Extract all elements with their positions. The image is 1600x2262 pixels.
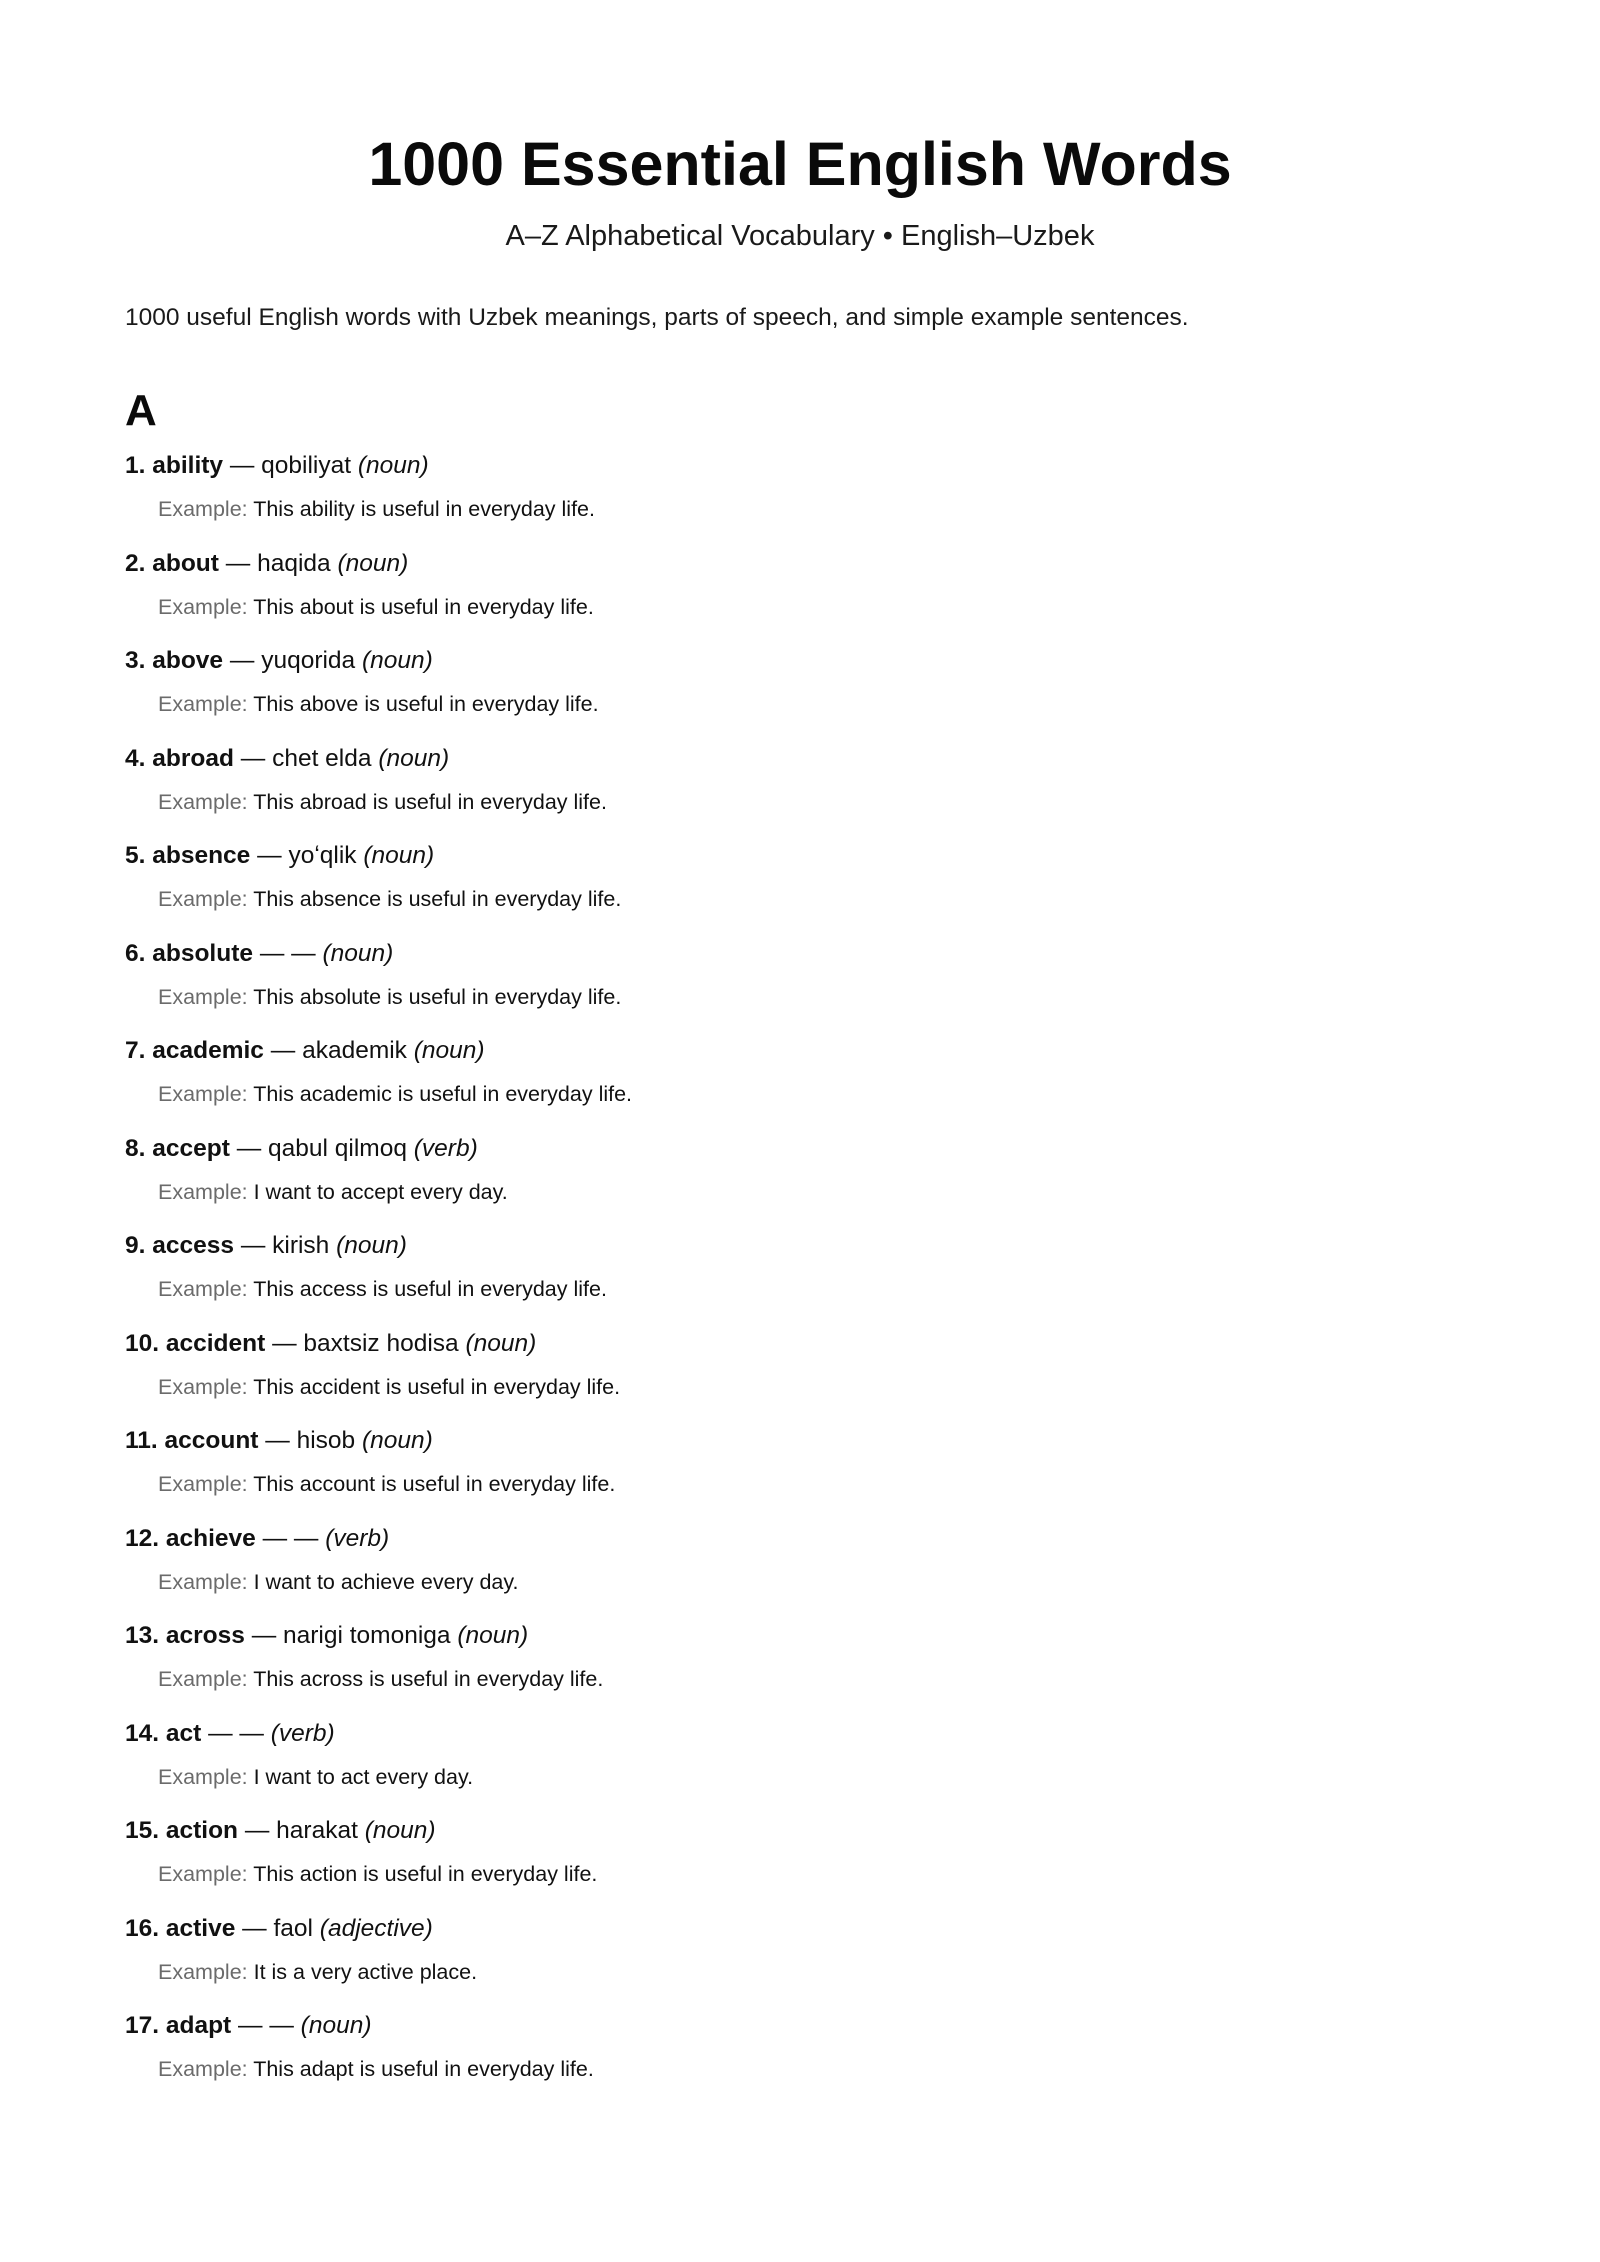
entry-number: 15. (125, 1817, 160, 1844)
example-label: Example: (158, 1667, 248, 1691)
example-label: Example: (158, 1569, 248, 1594)
example-sentence: This above is useful in everyday life. (253, 692, 599, 716)
entry-part-of-speech: (adjective) (319, 1914, 433, 1942)
entry-word: act (165, 1719, 202, 1747)
entry-headline (125, 936, 1475, 972)
example-sentence: This about is useful in everyday life. (253, 594, 594, 619)
vocabulary-entry (125, 448, 1475, 546)
entry-headline (125, 448, 1475, 484)
entry-part-of-speech: (noun) (322, 939, 394, 967)
entry-word: abroad (152, 744, 234, 772)
entry-uzbek-meaning: qabul qilmoq (268, 1134, 407, 1162)
entry-separator: — (272, 1329, 304, 1357)
entry-uzbek-meaning: harakat (276, 1817, 358, 1844)
entry-example-line (125, 1567, 1475, 1597)
entry-example-line (125, 494, 1475, 524)
entry-part-of-speech: (noun) (364, 1817, 436, 1844)
entry-uzbek-meaning: kirish (272, 1232, 330, 1259)
entry-headline (125, 1716, 1475, 1752)
example-sentence: This account is useful in everyday life. (253, 1472, 616, 1496)
entry-word: absence (152, 842, 251, 869)
entry-number: 3. (125, 647, 146, 674)
entry-headline (125, 1033, 1475, 1069)
example-sentence: This abroad is useful in everyday life. (253, 789, 607, 814)
entry-example-line (125, 2054, 1475, 2084)
example-label: Example: (158, 1179, 248, 1204)
entry-example-line (125, 1762, 1475, 1792)
entry-example-line (125, 884, 1475, 914)
entry-part-of-speech: (noun) (413, 1037, 485, 1064)
entry-part-of-speech: (verb) (325, 1524, 390, 1552)
entry-part-of-speech: (verb) (413, 1134, 478, 1162)
entry-separator: — (242, 1914, 274, 1942)
entry-part-of-speech: (noun) (357, 452, 429, 479)
entry-word: above (152, 647, 224, 674)
entry-uzbek-meaning: qobiliyat (261, 452, 352, 479)
entry-part-of-speech: (noun) (337, 549, 409, 577)
entry-number: 2. (125, 549, 146, 577)
vocabulary-entry (125, 1911, 1475, 2009)
entry-part-of-speech: (noun) (465, 1329, 537, 1357)
vocabulary-entry (125, 2008, 1475, 2106)
entry-example-line (125, 1079, 1475, 1109)
vocabulary-entry (125, 1326, 1475, 1424)
entry-word: across (165, 1622, 245, 1649)
example-label: Example: (158, 887, 248, 911)
entry-separator: — (251, 1622, 284, 1649)
vocabulary-entry (125, 1131, 1475, 1229)
entry-word: accept (152, 1134, 230, 1162)
entry-word: absolute (152, 939, 253, 967)
entry-uzbek-meaning: baxtsiz hodisa (303, 1329, 459, 1357)
example-label: Example: (158, 1764, 248, 1789)
example-label: Example: (158, 984, 248, 1009)
example-sentence: I want to achieve every day. (253, 1569, 519, 1594)
entry-word: academic (152, 1037, 264, 1064)
entry-separator: — (257, 842, 289, 869)
entry-uzbek-meaning: akademik (302, 1037, 407, 1064)
example-label: Example: (158, 1862, 248, 1886)
entry-separator: — (240, 744, 273, 772)
entry-number: 13. (125, 1622, 160, 1649)
example-sentence: This ability is useful in everyday life. (253, 497, 595, 521)
example-sentence: I want to accept every day. (253, 1179, 508, 1204)
entry-uzbek-meaning: — (293, 1524, 319, 1552)
entry-number: 17. (125, 2012, 160, 2039)
entry-number: 4. (125, 744, 146, 772)
entry-part-of-speech: (noun) (361, 1427, 433, 1454)
entry-uzbek-meaning: — (291, 939, 316, 967)
vocabulary-entry (125, 1033, 1475, 1131)
entry-headline (125, 643, 1475, 679)
entry-uzbek-meaning: narigi tomoniga (283, 1622, 451, 1649)
vocabulary-entry (125, 1813, 1475, 1911)
entry-number: 9. (125, 1232, 146, 1259)
example-sentence: This accident is useful in everyday life. (253, 1374, 621, 1399)
entry-number: 6. (125, 939, 146, 967)
example-label: Example: (158, 1374, 248, 1399)
example-label: Example: (158, 1959, 248, 1984)
entry-headline (125, 2008, 1475, 2044)
entry-headline (125, 1618, 1475, 1654)
entry-number: 10. (125, 1329, 160, 1357)
example-sentence: This adapt is useful in everyday life. (253, 2057, 594, 2081)
entry-headline (125, 1813, 1475, 1849)
entry-word: achieve (165, 1524, 256, 1552)
entry-number: 8. (125, 1134, 146, 1162)
entry-word: accident (165, 1329, 266, 1357)
example-sentence: I want to act every day. (253, 1764, 474, 1789)
example-label: Example: (158, 1277, 248, 1301)
entry-number: 11. (125, 1427, 158, 1454)
entry-uzbek-meaning: — (269, 2012, 294, 2039)
entry-uzbek-meaning: haqida (257, 549, 331, 577)
entry-number: 14. (125, 1719, 160, 1747)
entry-example-line (125, 787, 1475, 817)
entry-number: 7. (125, 1037, 146, 1064)
example-sentence: This access is useful in everyday life. (253, 1277, 607, 1301)
entry-part-of-speech: (verb) (270, 1719, 335, 1747)
example-sentence: This academic is useful in everyday life. (253, 1082, 633, 1106)
entry-part-of-speech: (noun) (336, 1232, 407, 1259)
example-sentence: This absolute is useful in everyday life. (253, 984, 622, 1009)
document-intro: 1000 useful English words with Uzbek meanings, parts of speech, and simple example sentences. (125, 304, 1189, 331)
example-sentence: This absence is useful in everyday life. (253, 887, 622, 911)
entry-word: adapt (165, 2012, 232, 2039)
entry-headline (125, 546, 1475, 582)
entry-headline (125, 1911, 1475, 1947)
vocabulary-entry (125, 936, 1475, 1034)
example-label: Example: (158, 789, 248, 814)
vocabulary-entry (125, 1228, 1475, 1326)
entry-number: 5. (125, 842, 146, 869)
document-title: 1000 Essential English Words (368, 130, 1232, 198)
entry-headline (125, 1521, 1475, 1557)
entry-word: action (165, 1817, 239, 1844)
entry-headline (125, 1423, 1475, 1459)
entry-example-line (125, 1957, 1475, 1987)
entry-uzbek-meaning: faol (273, 1914, 313, 1942)
section-letter-heading: A (125, 386, 157, 435)
entry-separator: — (240, 1232, 273, 1259)
entry-example-line (125, 1859, 1475, 1889)
entry-part-of-speech: (noun) (378, 744, 450, 772)
entry-headline (125, 1228, 1475, 1264)
entry-word: account (164, 1427, 259, 1454)
entry-example-line (125, 689, 1475, 719)
entry-example-line (125, 1177, 1475, 1207)
vocabulary-entry (125, 546, 1475, 644)
entry-uzbek-meaning: yuqorida (261, 647, 356, 674)
entry-word: access (152, 1232, 235, 1259)
vocabulary-entry (125, 1716, 1475, 1814)
entry-headline (125, 1326, 1475, 1362)
entry-part-of-speech: (noun) (457, 1622, 529, 1649)
entry-separator: — (259, 939, 292, 967)
entry-headline (125, 1131, 1475, 1167)
entry-example-line (125, 1372, 1475, 1402)
entry-number: 16. (125, 1914, 160, 1942)
entry-separator: — (229, 647, 262, 674)
entry-word: ability (152, 452, 224, 479)
entry-part-of-speech: (noun) (300, 2012, 372, 2039)
entry-separator: — (236, 1134, 269, 1162)
example-label: Example: (158, 692, 248, 716)
entry-uzbek-meaning: — (239, 1719, 264, 1747)
entry-separator: — (238, 2012, 270, 2039)
document-subtitle: A–Z Alphabetical Vocabulary • English–Uzbek (505, 220, 1095, 252)
entry-separator: — (265, 1427, 297, 1454)
entry-example-line (125, 1469, 1475, 1499)
entry-example-line (125, 1664, 1475, 1694)
entry-separator: — (244, 1817, 277, 1844)
vocabulary-entry (125, 838, 1475, 936)
example-sentence: This across is useful in everyday life. (253, 1667, 604, 1691)
entry-separator: — (229, 452, 262, 479)
entry-word: active (165, 1914, 236, 1942)
entry-example-line (125, 1274, 1475, 1304)
entry-separator: — (225, 549, 258, 577)
entry-uzbek-meaning: chet elda (272, 744, 372, 772)
example-label: Example: (158, 1082, 248, 1106)
vocabulary-entry (125, 741, 1475, 839)
example-sentence: It is a very active place. (253, 1959, 478, 1984)
vocabulary-entry (125, 1521, 1475, 1619)
entry-example-line (125, 982, 1475, 1012)
vocabulary-entry (125, 1618, 1475, 1716)
entry-separator: — (208, 1719, 240, 1747)
entry-part-of-speech: (noun) (363, 842, 435, 869)
entry-example-line (125, 592, 1475, 622)
vocabulary-entry (125, 1423, 1475, 1521)
entry-separator: — (262, 1524, 294, 1552)
vocabulary-entry (125, 643, 1475, 741)
entry-part-of-speech: (noun) (361, 647, 433, 674)
entry-uzbek-meaning: hisob (296, 1427, 356, 1454)
entry-headline (125, 838, 1475, 874)
entry-uzbek-meaning: yoʻqlik (288, 842, 357, 869)
example-label: Example: (158, 497, 248, 521)
vocabulary-list (125, 448, 1475, 2106)
entry-number: 1. (125, 452, 146, 479)
entry-number: 12. (125, 1524, 160, 1552)
example-sentence: This action is useful in everyday life. (253, 1862, 598, 1886)
example-label: Example: (158, 594, 248, 619)
entry-headline (125, 741, 1475, 777)
entry-word: about (152, 549, 219, 577)
example-label: Example: (158, 2057, 248, 2081)
example-label: Example: (158, 1472, 248, 1496)
entry-separator: — (270, 1037, 303, 1064)
